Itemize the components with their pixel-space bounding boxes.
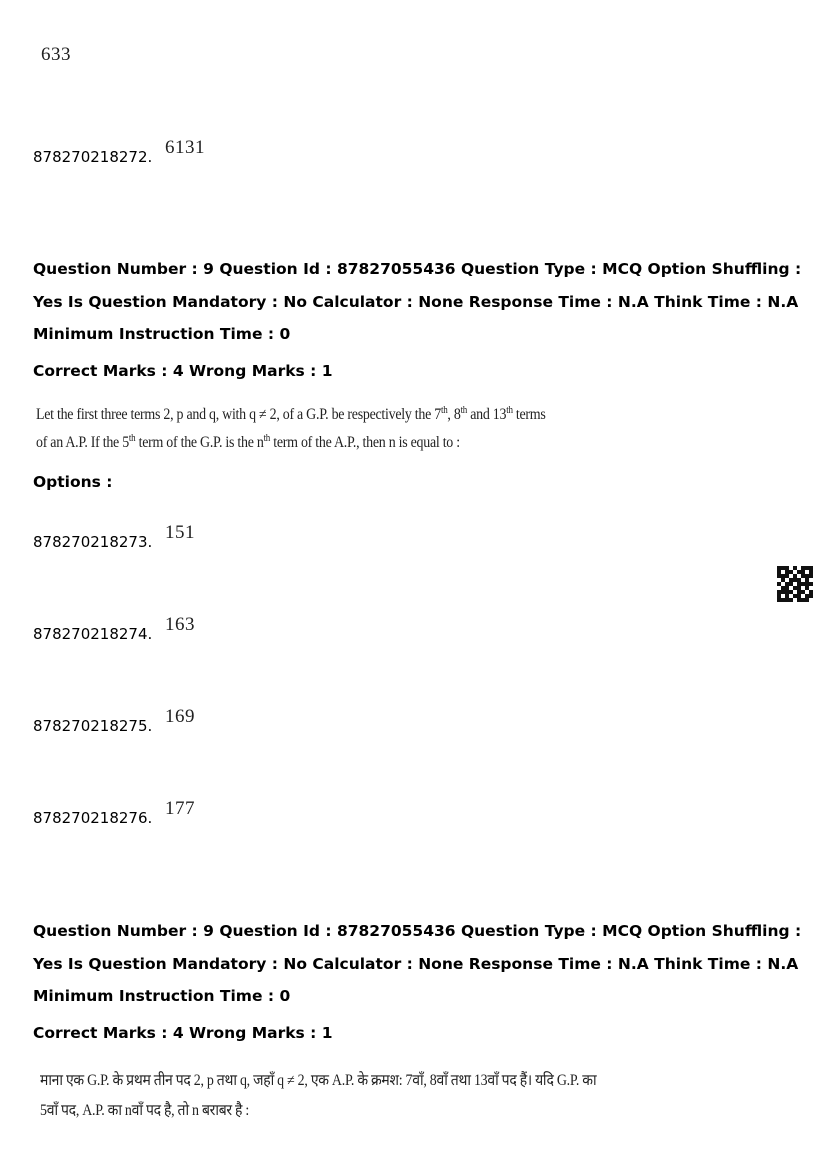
question-text (40, 1066, 670, 1126)
option-value: 169 (165, 706, 195, 727)
question-meta: Question Number : 9 Question Id : 87827055436 Question Type : MCQ Option Shuffling : Yes Is Question Mandatory : No Calculator : None Response Time : N.A Think Time : N.A Minimum Instruction Time : 0 (33, 922, 802, 1005)
question-text-line: माना एक G.P. के प्रथम तीन पद 2, p तथा q, जहाँ q ≠ 2, एक A.P. के क्रमश: 7वाँ, 8वाँ तथा 13वाँ पद हैं। यदि G.P. का (40, 1072, 597, 1089)
question-text-line: of an A.P. If the 5th term of the G.P. is the $n^{th}$ term of the A.P., then n is equal to : (36, 433, 460, 452)
prev-option-value: 6131 (165, 137, 205, 158)
option-value: 163 (165, 614, 195, 635)
prev-option-value: 633 (41, 44, 71, 65)
question-marks: Correct Marks : 4 Wrong Marks : 1 (33, 1024, 333, 1042)
option-id: 878270218276. (33, 809, 153, 827)
question-text-line: 5वाँ पद, A.P. का nवाँ पद है, तो n बराबर है : (40, 1102, 250, 1119)
question-text (36, 399, 666, 455)
option-id: 878270218275. (33, 717, 153, 735)
question-marks: Correct Marks : 4 Wrong Marks : 1 (33, 362, 333, 380)
options-label: Options : (33, 473, 113, 491)
option-id: 878270218273. (33, 533, 153, 551)
qr-code-icon (777, 566, 813, 602)
question-text-line: Let the first three terms 2, p and q, with q ≠ 2, of a G.P. be respectively the 7th, 8th and 13th terms (36, 405, 546, 424)
prev-option-id: 878270218272. (33, 148, 153, 166)
question-meta: Question Number : 9 Question Id : 87827055436 Question Type : MCQ Option Shuffling : Yes Is Question Mandatory : No Calculator : None Response Time : N.A Think Time : N.A Minimum Instruction Time : 0 (33, 260, 802, 343)
option-value: 177 (165, 798, 195, 819)
option-id: 878270218274. (33, 625, 153, 643)
option-value: 151 (165, 522, 195, 543)
